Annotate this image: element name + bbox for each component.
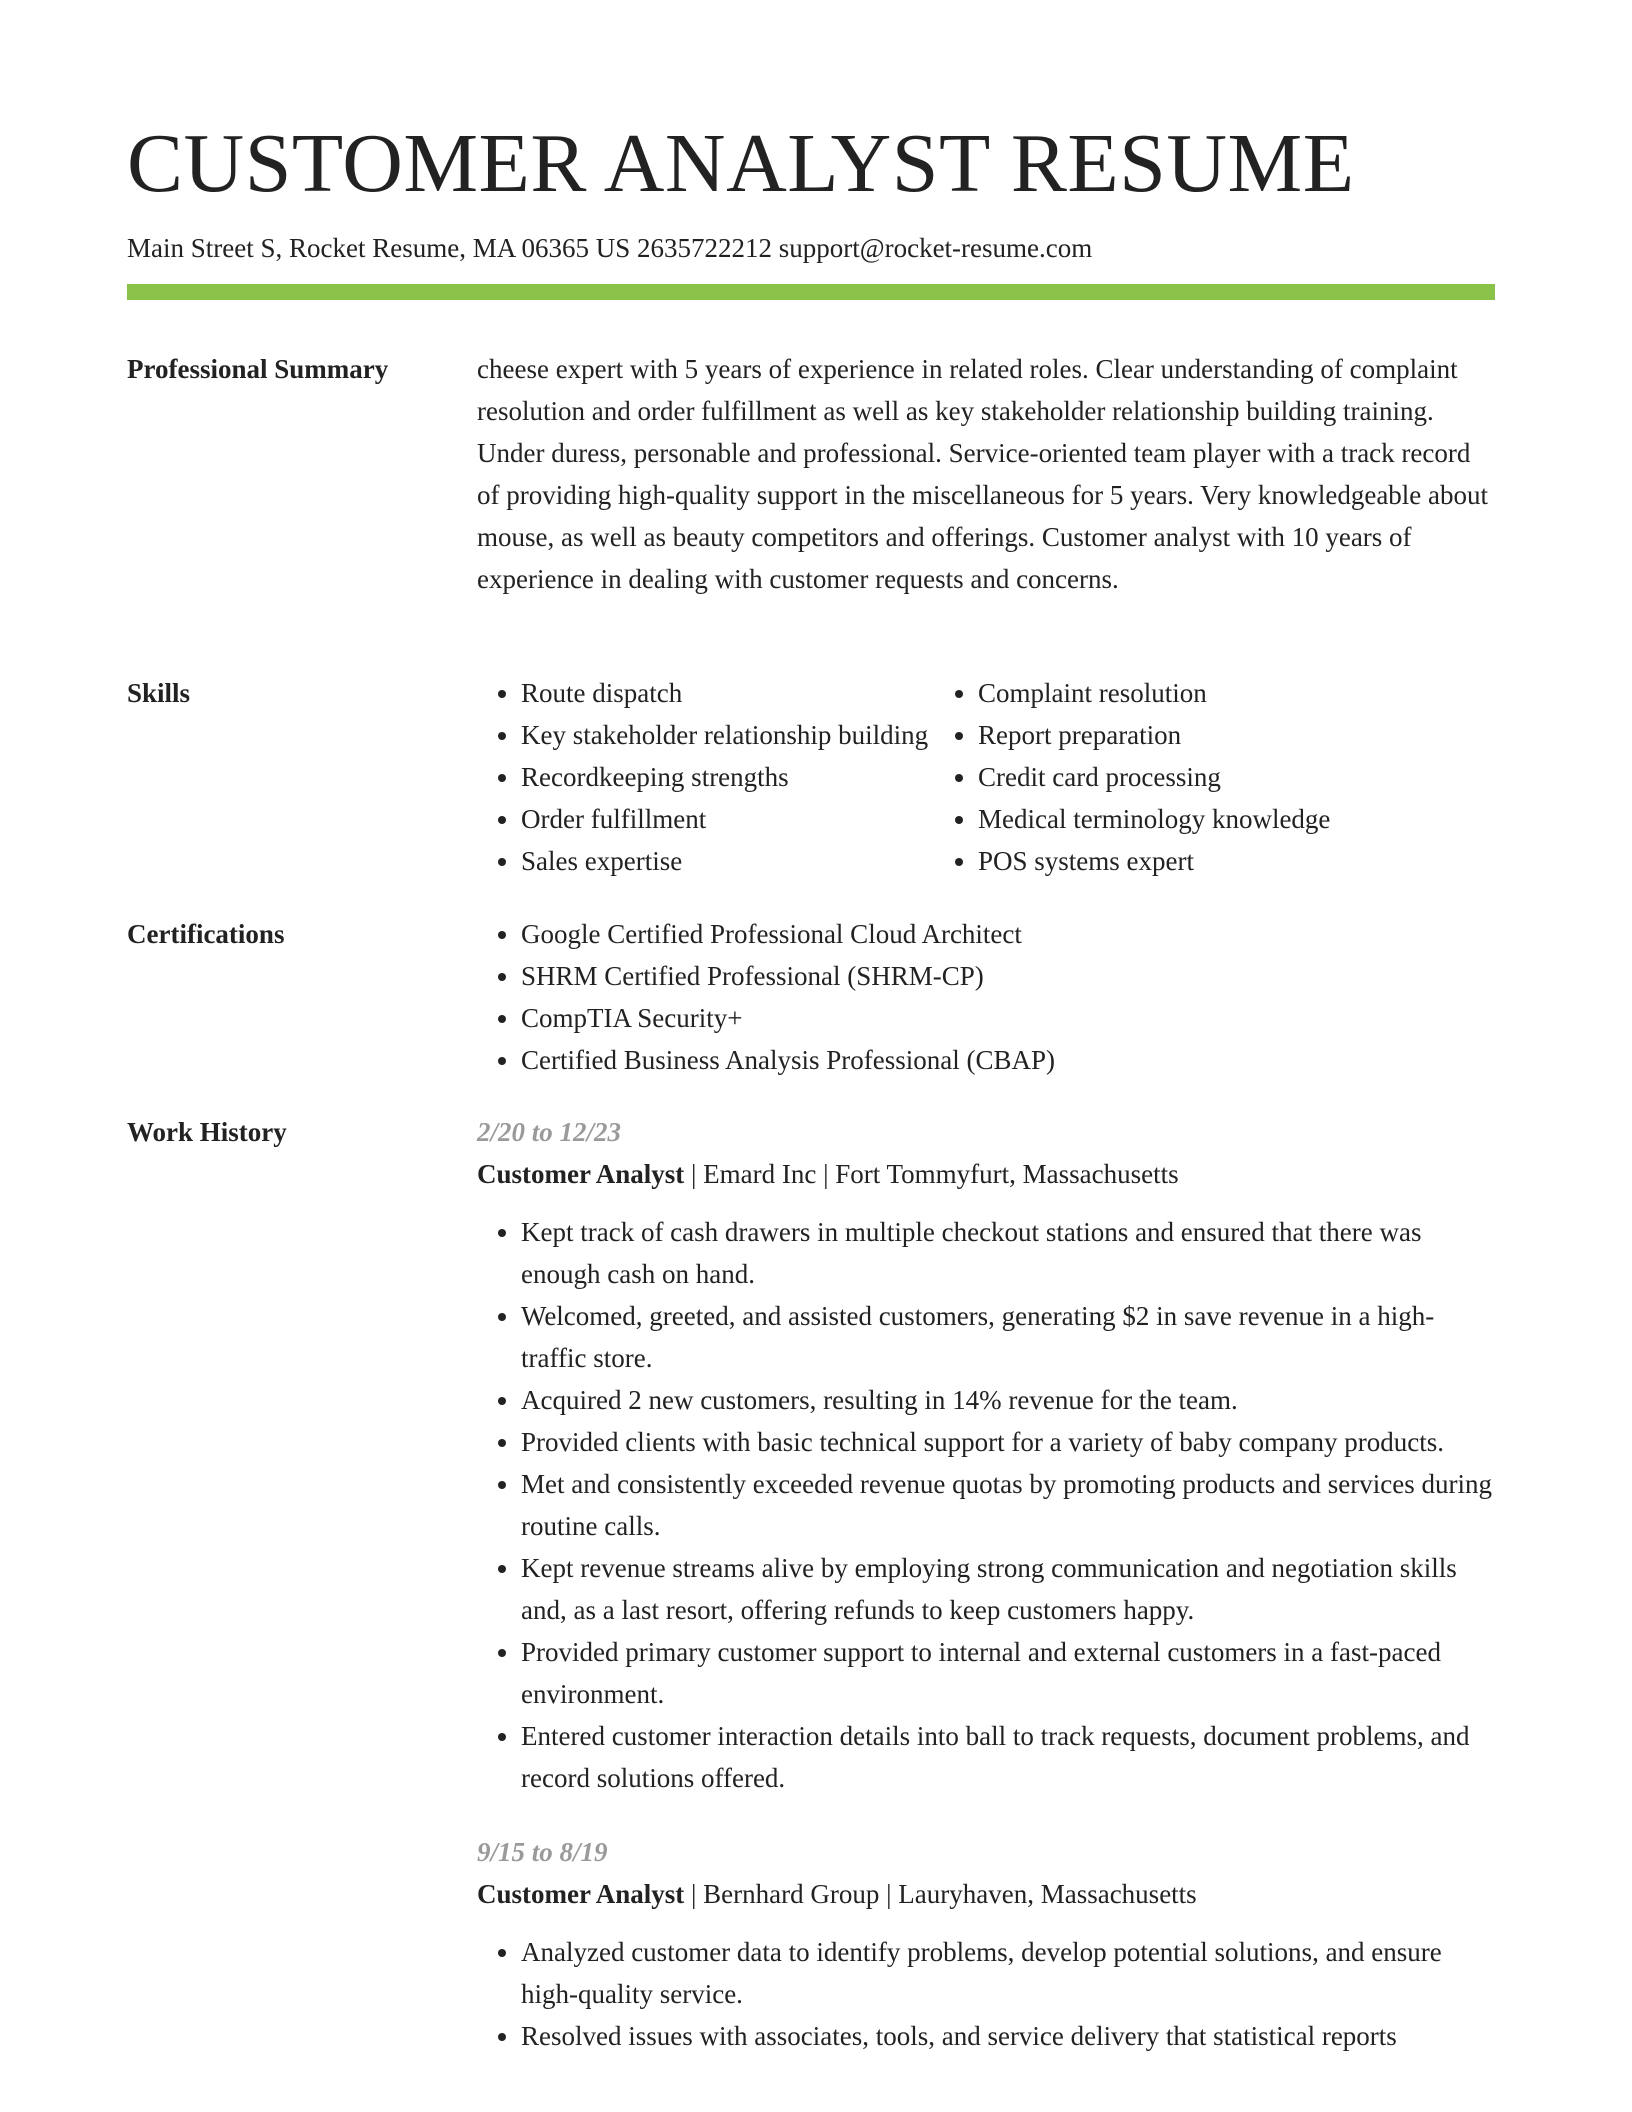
job-bullet: • Provided primary customer support to internal and external customers in a fast-paced environment. [521, 1631, 1495, 1715]
skill-item: • Report preparation [978, 714, 1495, 756]
skills-columns [477, 672, 1495, 882]
work-history-body [477, 1111, 1495, 2089]
skill-item: • POS systems expert [978, 840, 1495, 882]
certification-item: • Certified Business Analysis Professional (CBAP) [521, 1039, 1495, 1081]
contact-line: Main Street S, Rocket Resume, MA 06365 US 2635722212 support@rocket-resume.com [127, 233, 1093, 263]
job-bullet: • Resolved issues with associates, tools, and service delivery that statistical reports [521, 2015, 1495, 2057]
job-title: Customer Analyst [477, 1879, 685, 1909]
job-dates: 2/20 to 12/23 [477, 1117, 622, 1147]
certification-item: • SHRM Certified Professional (SHRM-CP) [521, 955, 1495, 997]
job-bullet: • Welcomed, greeted, and assisted customers, generating $2 in save revenue in a high-traffic store. [521, 1295, 1495, 1379]
certifications-body [477, 913, 1495, 1081]
certification-item: • CompTIA Security+ [521, 997, 1495, 1039]
job-bullet: • Analyzed customer data to identify problems, develop potential solutions, and ensure high-quality service. [521, 1931, 1495, 2015]
skill-item: • Route dispatch [521, 672, 934, 714]
skill-item: • Key stakeholder relationship building [521, 714, 934, 756]
summary-text: cheese expert with 5 years of experience in related roles. Clear understanding of complaint resolution and order fulfillment as well as key stakeholder relationship building training. Under duress, personable and professional. Service-oriented team player with a track record of providing high-quality support in the miscellaneous for 5 years. Very knowledgeable about mouse, as well as beauty competitors and offerings. Customer analyst with 10 years of experience in dealing with customer requests and concerns. [477, 354, 1489, 594]
job-bullet: • Kept track of cash drawers in multiple checkout stations and ensured that there was enough cash on hand. [521, 1211, 1495, 1295]
skill-item: • Order fulfillment [521, 798, 934, 840]
summary-body [477, 348, 1495, 600]
job-bullet: • Met and consistently exceeded revenue quotas by promoting products and services during routine calls. [521, 1463, 1495, 1547]
job-title: Customer Analyst [477, 1159, 685, 1189]
job-bullet: • Acquired 2 new customers, resulting in 14% revenue for the team. [521, 1379, 1495, 1421]
job-heading [477, 1873, 1495, 1915]
job-details: | Emard Inc | Fort Tommyfurt, Massachusetts [684, 1159, 1179, 1189]
summary-label: Professional Summary [127, 354, 389, 384]
skill-item: • Medical terminology knowledge [978, 798, 1495, 840]
job-entry [477, 1831, 1495, 2057]
skill-item: • Recordkeeping strengths [521, 756, 934, 798]
job-bullets [477, 1211, 1495, 1799]
skill-item: • Credit card processing [978, 756, 1495, 798]
skills-left-list [477, 672, 934, 882]
job-bullet: • Provided clients with basic technical support for a variety of baby company products. [521, 1421, 1495, 1463]
skills-body [477, 672, 1495, 882]
certifications-label: Certifications [127, 919, 285, 949]
job-dates: 9/15 to 8/19 [477, 1837, 608, 1867]
skills-right-list [934, 672, 1495, 882]
accent-divider [127, 284, 1495, 300]
job-details: | Bernhard Group | Lauryhaven, Massachusetts [684, 1879, 1197, 1909]
work-history-label: Work History [127, 1117, 287, 1147]
certification-item: • Google Certified Professional Cloud Architect [521, 913, 1495, 955]
certifications-list [477, 913, 1495, 1081]
job-heading [477, 1153, 1495, 1195]
job-bullet: • Kept revenue streams alive by employing strong communication and negotiation skills and, as a last resort, offering refunds to keep customers happy. [521, 1547, 1495, 1631]
skills-label: Skills [127, 678, 191, 708]
skill-item: • Sales expertise [521, 840, 934, 882]
job-entry [477, 1111, 1495, 1799]
job-bullet: • Entered customer interaction details into ball to track requests, document problems, and record solutions offered. [521, 1715, 1495, 1799]
job-bullets [477, 1931, 1495, 2057]
skill-item: • Complaint resolution [978, 672, 1495, 714]
resume-title: CUSTOMER ANALYST RESUME [127, 117, 1355, 210]
